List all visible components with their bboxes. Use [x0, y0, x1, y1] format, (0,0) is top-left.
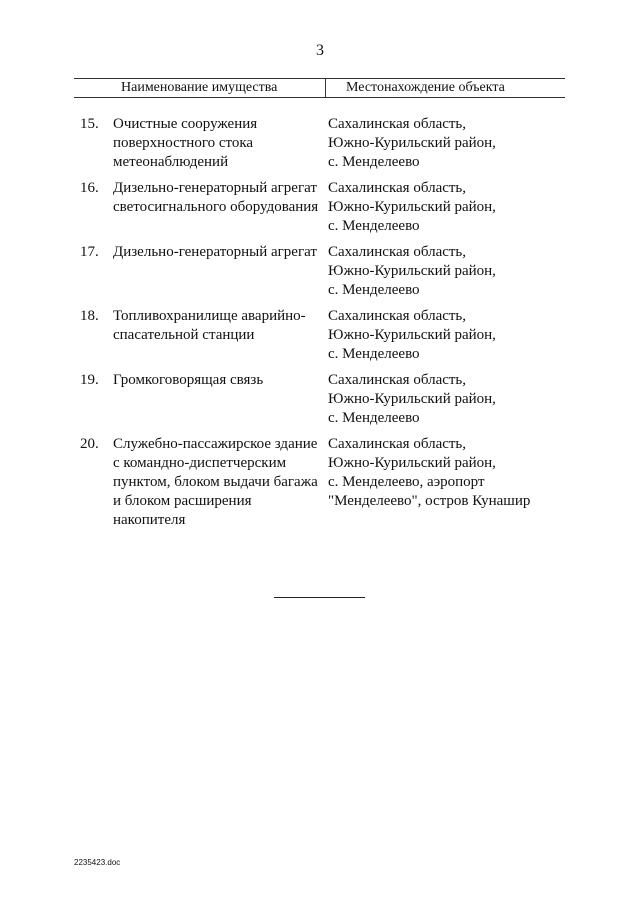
item-name-line: метеонаблюдений [113, 154, 229, 170]
item-name-line: накопителя [113, 512, 186, 528]
item-location-line: Южно-Курильский район, [328, 327, 496, 343]
item-number: 19. [80, 372, 99, 388]
item-number: 16. [80, 180, 99, 196]
item-location-line: Южно-Курильский район, [328, 263, 496, 279]
item-number: 15. [80, 116, 99, 132]
table-header-rule-bottom [74, 97, 565, 98]
item-name-line: поверхностного стока [113, 135, 254, 151]
item-name-line: Громкоговорящая связь [113, 372, 264, 388]
table-header-divider [325, 78, 326, 97]
list-item [0, 243, 640, 307]
item-location [328, 243, 568, 300]
item-location-line: Сахалинская область, [328, 308, 467, 324]
property-list [0, 115, 640, 535]
table-header-location: Местонахождение объекта [346, 80, 505, 95]
item-location-line: с. Менделеево [328, 282, 420, 298]
item-location [328, 179, 568, 236]
page-number: 3 [316, 42, 324, 59]
item-location [328, 371, 568, 428]
list-item [0, 115, 640, 179]
item-location-line: с. Менделеево [328, 154, 420, 170]
item-location-line: Сахалинская область, [328, 372, 467, 388]
item-location-line: Сахалинская область, [328, 436, 467, 452]
item-location-line: с. Менделеево [328, 218, 420, 234]
item-name [113, 243, 328, 262]
item-location-line: Южно-Курильский район, [328, 455, 496, 471]
end-of-list-rule [274, 597, 365, 598]
item-name [113, 115, 328, 172]
item-location [328, 115, 568, 172]
list-item [0, 371, 640, 435]
item-name-line: Очистные сооружения [113, 116, 258, 132]
item-number: 20. [80, 436, 99, 452]
item-name [113, 307, 328, 345]
item-location-line: Южно-Курильский район, [328, 135, 496, 151]
item-location-line: Южно-Курильский район, [328, 199, 496, 215]
footer-file-name: 2235423.doc [74, 858, 121, 867]
item-location [328, 435, 568, 511]
list-item [0, 179, 640, 243]
item-location-line: Сахалинская область, [328, 244, 467, 260]
item-location-line: "Менделеево", остров Кунашир [328, 493, 531, 509]
item-location-line: Южно-Курильский район, [328, 391, 496, 407]
item-name [113, 179, 328, 217]
item-name-line: и блоком расширения [113, 493, 252, 509]
item-name-line: Топливохранилище аварийно- [113, 308, 306, 324]
table-header-name: Наименование имущества [121, 80, 278, 95]
list-item [0, 307, 640, 371]
item-name-line: Дизельно-генераторный агрегат [113, 244, 317, 260]
item-name-line: спасательной станции [113, 327, 255, 343]
list-item [0, 435, 640, 535]
item-location [328, 307, 568, 364]
item-location-line: с. Менделеево [328, 346, 420, 362]
item-location-line: с. Менделеево [328, 410, 420, 426]
item-number: 18. [80, 308, 99, 324]
item-location-line: Сахалинская область, [328, 180, 467, 196]
item-location-line: с. Менделеево, аэропорт [328, 474, 485, 490]
item-name-line: Дизельно-генераторный агрегат [113, 180, 317, 196]
item-name [113, 371, 328, 390]
item-name-line: Служебно-пассажирское здание [113, 436, 318, 452]
item-name-line: светосигнального оборудования [113, 199, 319, 215]
item-location-line: Сахалинская область, [328, 116, 467, 132]
item-number: 17. [80, 244, 99, 260]
item-name-line: пунктом, блоком выдачи багажа [113, 474, 318, 490]
item-name-line: с командно-диспетчерским [113, 455, 287, 471]
item-name [113, 435, 328, 530]
